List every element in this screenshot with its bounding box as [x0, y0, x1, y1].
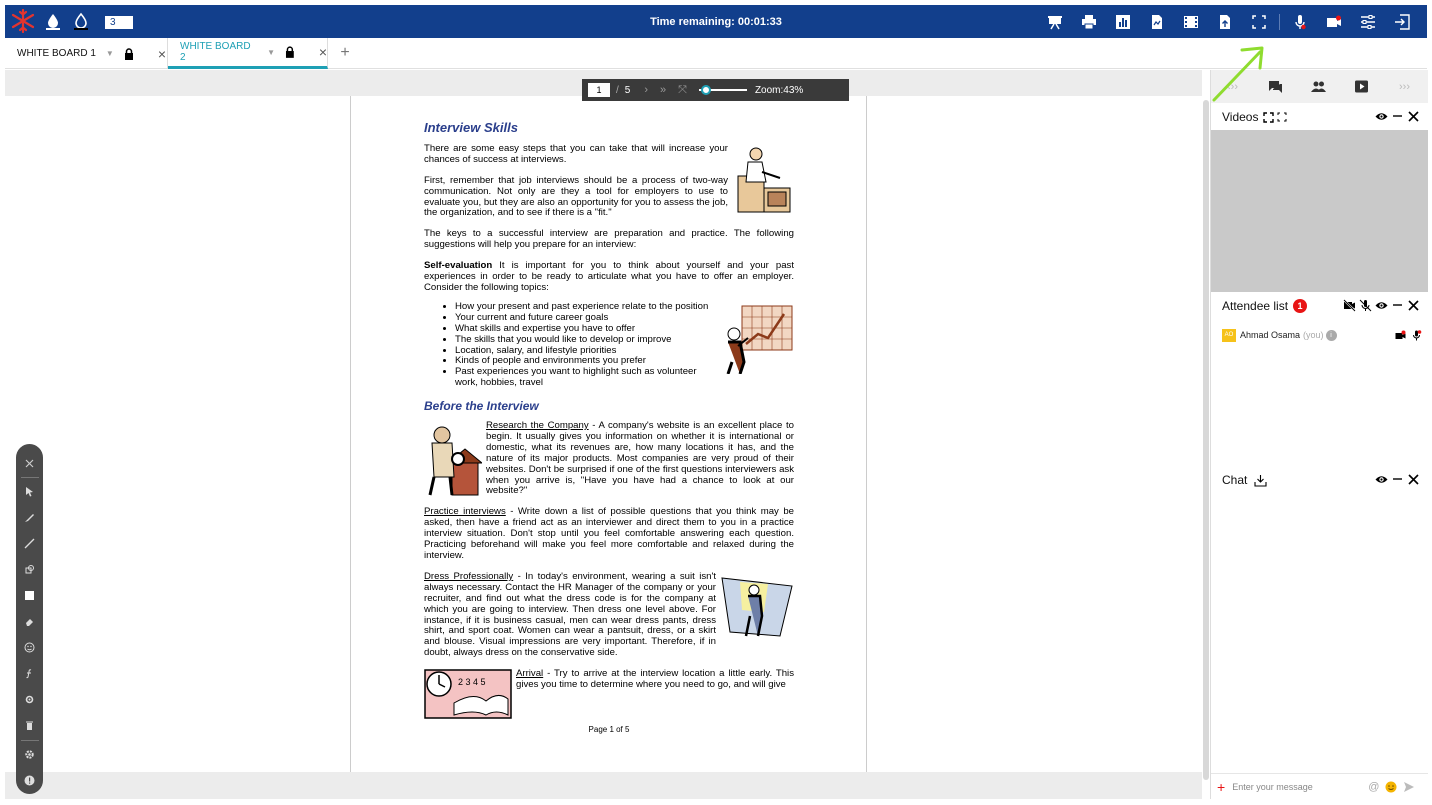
paragraph: [424, 507, 794, 562]
last-page-icon[interactable]: »: [660, 84, 667, 96]
chat-title: Chat: [1222, 473, 1248, 487]
printer-icon: [1081, 14, 1097, 30]
attendee-count-badge: 1: [1293, 299, 1307, 313]
file-upload-button[interactable]: [1208, 12, 1242, 32]
presentation-icon: [1047, 14, 1063, 30]
svg-text:2 3 4 5: 2 3 4 5: [458, 677, 486, 688]
text-tool[interactable]: [16, 661, 43, 687]
print-button[interactable]: [1072, 12, 1106, 32]
detective-clipart: [424, 421, 482, 497]
stroke-drop-icon[interactable]: [71, 11, 91, 31]
vertical-scrollbar[interactable]: [1203, 100, 1209, 780]
attendee-header: [1211, 293, 1428, 319]
eraser-tool[interactable]: [16, 609, 43, 635]
fullscreen-button[interactable]: [1242, 12, 1276, 32]
exit-icon: [1394, 14, 1410, 30]
play-icon: [1354, 79, 1369, 94]
close-icon[interactable]: [1407, 473, 1420, 486]
list-item: • Past experiences you want to highlight such as volunteer work, hobbies, travel: [455, 367, 794, 389]
avatar: AO: [1222, 329, 1236, 342]
tool-settings[interactable]: [16, 687, 43, 713]
video-file-button[interactable]: [1174, 12, 1208, 32]
emoji-tool[interactable]: [16, 635, 43, 661]
close-toolbar-button[interactable]: [16, 450, 43, 476]
list-item: • Your current and future career goals: [455, 313, 794, 324]
minimize-icon[interactable]: [1391, 110, 1404, 123]
expand-icon[interactable]: [1263, 112, 1274, 123]
list-item: • The skills that you would like to develop or improve: [455, 335, 794, 346]
attendee-name: Ahmad Osama: [1240, 330, 1301, 340]
page-number-input[interactable]: 1: [588, 83, 610, 97]
list-item: • How your present and past experience relate to the position: [455, 302, 794, 313]
pen-tool[interactable]: [16, 505, 43, 531]
emoji-icon: [24, 642, 35, 653]
file-upload-icon: [1217, 14, 1233, 30]
toolbar-divider: [21, 477, 39, 478]
you-label: (you): [1303, 330, 1324, 340]
minimize-icon[interactable]: [1391, 299, 1404, 312]
eye-icon[interactable]: [1375, 110, 1388, 123]
right-panel: [1210, 70, 1427, 799]
zoom-slider-knob[interactable]: [701, 85, 711, 95]
self-evaluation-label: Self-evaluation: [424, 260, 493, 272]
trash-icon: [24, 720, 35, 731]
emoji-icon[interactable]: [1385, 781, 1397, 793]
pointer-tool[interactable]: [16, 479, 43, 505]
pen-icon: [24, 512, 35, 523]
line-tool[interactable]: [16, 531, 43, 557]
info-button[interactable]: [16, 768, 43, 794]
poll-chart-icon: [1115, 14, 1131, 30]
people-icon: [1311, 79, 1326, 94]
pdf-pager: [582, 79, 849, 101]
document-icon: [1149, 14, 1165, 30]
chevron-down-icon[interactable]: ▼: [105, 49, 114, 58]
microphone-icon: [1292, 14, 1308, 30]
chat-composer: [1211, 773, 1428, 799]
chat-header: [1211, 467, 1428, 493]
document-button[interactable]: [1140, 12, 1174, 32]
lock-icon[interactable]: [124, 48, 134, 60]
drawing-toolbar: [16, 444, 43, 794]
research-label: Research the Company: [486, 420, 589, 432]
attach-plus-icon[interactable]: +: [1217, 778, 1226, 795]
clock-book-clipart: [424, 669, 512, 719]
close-icon[interactable]: ×: [157, 45, 167, 62]
fit-page-icon[interactable]: ⤧: [678, 83, 687, 96]
next-page-icon[interactable]: ›: [644, 84, 649, 96]
camera-button[interactable]: [1317, 12, 1351, 32]
fullscreen-icon[interactable]: [1277, 112, 1287, 122]
paragraph: The keys to a successful interview are preparation and practice. The following suggestions will help you prepare for an interview:: [424, 228, 794, 251]
presentation-button[interactable]: [1038, 12, 1072, 32]
whiteboard-tabs: [5, 38, 1427, 69]
chat-message-input[interactable]: [1232, 782, 1362, 792]
video-area: [1211, 130, 1428, 292]
attendee-row[interactable]: [1222, 328, 1422, 342]
topbar-actions: [1038, 12, 1419, 32]
shape-icon: [24, 564, 35, 575]
gear-small-icon: [24, 694, 35, 705]
film-icon: [1183, 14, 1199, 30]
pointer-icon: [24, 486, 35, 497]
top-bar: [5, 5, 1427, 38]
eye-icon[interactable]: [1375, 473, 1388, 486]
microphone-icon[interactable]: [1411, 330, 1422, 341]
info-icon: [24, 775, 35, 786]
close-icon: [24, 458, 35, 469]
download-icon[interactable]: [1254, 474, 1267, 487]
eraser-icon: [24, 616, 35, 627]
fill-square-icon: [24, 590, 35, 601]
minimize-icon[interactable]: [1391, 473, 1404, 486]
text-icon: [24, 668, 35, 679]
board-settings-button[interactable]: [16, 742, 43, 768]
office-worker-clipart: [732, 144, 794, 218]
add-tab-button[interactable]: +: [340, 44, 350, 61]
line-icon: [24, 538, 35, 549]
chart-presenter-clipart: [722, 304, 794, 374]
settings-button[interactable]: [1351, 12, 1385, 32]
section-heading: Before the Interview: [424, 399, 539, 414]
eye-icon[interactable]: [1375, 299, 1388, 312]
close-icon[interactable]: [1407, 110, 1420, 123]
collapse-panel-button[interactable]: [1211, 70, 1254, 103]
clear-board-button[interactable]: [16, 713, 43, 739]
camera-off-icon[interactable]: [1343, 299, 1356, 312]
microphone-button[interactable]: [1283, 12, 1317, 32]
panel-tabs: [1211, 70, 1428, 103]
shape-tool[interactable]: [16, 557, 43, 583]
total-pages: 5: [624, 84, 631, 96]
camera-icon: [1326, 14, 1342, 30]
tab-videos[interactable]: [1340, 70, 1383, 103]
settings-sliders-icon: [1360, 14, 1376, 30]
pdf-content: [424, 120, 794, 736]
self-evaluation-text: It is important for you to think about yourself and your past experiences in order to be ready to articulate what you have to offer an employer. Consider the following topics:: [424, 260, 794, 293]
exit-button[interactable]: [1385, 12, 1419, 32]
tab-whiteboard-1[interactable]: [5, 38, 168, 69]
tab-attendees[interactable]: [1297, 70, 1340, 103]
time-remaining: Time remaining: 00:01:33: [650, 16, 782, 28]
attendee-title: Attendee list: [1222, 299, 1289, 313]
dress-text: - In today's environment, wearing a suit isn't always necessary. Contact the HR Manager of the company or your recruiter, and find out what the dress code is for the company at which you are going to interview. Then dress one level above. For instance, if it is business casual, men can wear dress pants, dress shirt, and sport coat. Women can wear a pantsuit, dress, or a skirt and blouse. Visual impressions are very important. Therefore, if in doubt, always dress on the conservative side.: [424, 570, 716, 659]
tab-label: WHITE BOARD 2: [180, 41, 251, 63]
arrival-text: - Try to arrive at the interview location a little early. This gives you time to determine where you need to go, and will give: [516, 668, 794, 691]
tab-whiteboard-2[interactable]: [168, 38, 328, 69]
spotlight-man-clipart: [720, 572, 794, 640]
list-item: • What skills and expertise you have to offer: [455, 324, 794, 335]
info-icon[interactable]: i: [1326, 330, 1337, 341]
poll-button[interactable]: [1106, 12, 1140, 32]
practice-text: - Write down a list of possible questions that you think may be asked, then have a friend act as an interviewer and direct them to you in a practice interview situation. Don't stop until you feel comfortable answering each question. Practicing beforehand will make you feel more comfortable and relaxed during the interview.: [424, 506, 794, 561]
lock-icon[interactable]: [285, 46, 295, 58]
research-text: - A company's website is an excellent place to begin. It usually gives you information on whether it is international or domestic, what its revenues are, how many locations it has, and the nature of its major products. Most companies are very proud of their websites. Don't be surprised if one of the first questions interviewers ask when you arrive is, "Have you have had a chance to look at our website?": [486, 420, 794, 497]
fill-drop-icon[interactable]: [43, 11, 63, 31]
fill-color-tool[interactable]: [16, 583, 43, 609]
tab-chat[interactable]: [1254, 70, 1297, 103]
expand-right-icon: ›››: [1399, 80, 1410, 93]
close-icon[interactable]: ×: [318, 44, 327, 60]
document-title: Interview Skills: [424, 120, 518, 135]
snowflake-logo-icon: [11, 9, 35, 33]
arrival-label: Arrival: [516, 668, 544, 680]
stroke-size-box[interactable]: 3: [105, 16, 133, 29]
list-item: • Kinds of people and environments you prefer: [455, 356, 794, 367]
chevron-down-icon[interactable]: ▼: [267, 47, 276, 57]
collapse-left-icon: ‹››: [1227, 80, 1238, 93]
chat-bubble-icon: [1268, 79, 1283, 94]
page-footer: Page 1 of 5: [588, 724, 630, 734]
horizontal-scrollbar[interactable]: [5, 772, 1202, 799]
zoom-label: Zoom:43%: [754, 84, 804, 96]
mic-off-icon[interactable]: [1359, 299, 1372, 312]
dress-label: Dress Professionally: [424, 570, 514, 582]
zoom-slider[interactable]: [699, 89, 747, 91]
send-icon[interactable]: [1403, 781, 1415, 793]
page-separator: /: [616, 84, 619, 96]
videos-header: [1211, 104, 1428, 130]
paragraph: First, remember that job interviews should be a process of two-way communication. Not only are they a tool for employers to use to evaluate you, but they are also an opportunity for you to assess the job, the organization, and to see if there is a "fit.": [424, 174, 728, 219]
tab-label: WHITE BOARD 1: [17, 48, 96, 59]
list-item: • Location, salary, and lifestyle priorities: [455, 346, 794, 357]
expand-panel-button[interactable]: [1383, 70, 1426, 103]
camera-icon[interactable]: [1395, 330, 1406, 341]
paragraph: There are some easy steps that you can take that will increase your chances of success at interviews.: [424, 142, 728, 165]
fullscreen-icon: [1251, 14, 1267, 30]
videos-title: Videos: [1222, 110, 1259, 124]
paragraph: [424, 261, 794, 294]
topbar-divider: [1279, 14, 1280, 30]
toolbar-divider: [21, 740, 39, 741]
practice-label: Practice interviews: [424, 506, 506, 518]
mention-icon[interactable]: @: [1368, 780, 1380, 793]
settings-icon: [24, 749, 35, 760]
close-icon[interactable]: [1407, 299, 1420, 312]
